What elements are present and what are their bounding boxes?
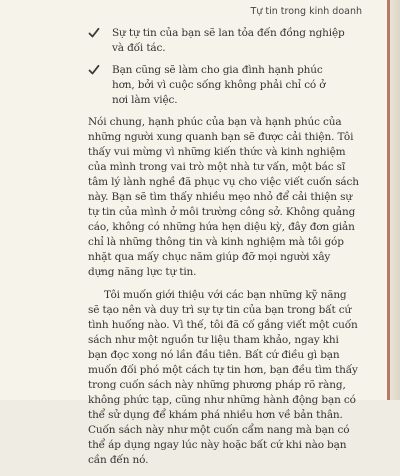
check-icon	[88, 64, 100, 76]
text-line: thấy vui mừng vì những kiến thức và kinh nghiệm	[88, 146, 346, 158]
text-line: thể áp dụng ngay lúc này hoặc bất cứ khi nào bạn	[88, 439, 347, 451]
page-body	[88, 26, 376, 476]
text-line: cần đến nó.	[88, 454, 149, 466]
text-line: muốn đối phó một cách tự tin hơn, bạn đều tìm thấy	[88, 364, 358, 376]
text-line: không phức tạp, cũng như những hành động bạn có	[88, 394, 356, 406]
bullet-list	[88, 26, 376, 108]
bullet-item	[88, 63, 376, 108]
text-line: tâm lý lành nghề đã phục vụ cho việc viết cuốn sách	[88, 176, 359, 188]
text-line: sách như một nguồn tư liệu tham khảo, ngay khi	[88, 334, 339, 346]
bullet-line: Sự tự tin của bạn sẽ lan tỏa đến đồng nghiệp	[112, 27, 345, 39]
text-line: những người xung quanh bạn sẽ được cải thiện. Tôi	[88, 131, 354, 143]
text-line: này. Bạn sẽ tìm thấy nhiều mẹo nhỏ để cải thiện sự	[88, 191, 352, 203]
text-line: Tôi muốn giới thiệu với các bạn những kỹ năng	[104, 289, 347, 301]
bullet-line: và đối tác.	[112, 42, 166, 54]
bullet-line: nơi làm việc.	[112, 94, 178, 106]
text-line: Cuốn sách này như một cuốn cẩm nang mà bạn có	[88, 424, 350, 436]
text-line: dựng năng lực tự tin.	[88, 266, 197, 278]
text-line: Nói chung, hạnh phúc của bạn và hạnh phúc của	[88, 116, 342, 128]
text-line: nhặt qua mấy chục năm giúp đỡ mọi người xây	[88, 251, 331, 263]
bullet-line: Bạn cũng sẽ làm cho gia đình hạnh phúc	[112, 64, 323, 76]
page-edge-line	[387, 0, 390, 400]
check-icon	[88, 27, 100, 39]
text-line: trong cuốn sách này những phương pháp rõ ràng,	[88, 379, 346, 391]
page-edge-shade	[390, 0, 400, 400]
text-line: tình huống nào. Vì thế, tôi đã cố gắng viết một cuốn	[88, 319, 358, 331]
text-line: của mình trong vai trò một nhà tư vấn, một bác sĩ	[88, 161, 346, 173]
text-line: thể sử dụng để khám phá nhiều hơn về bản thân.	[88, 409, 343, 421]
bullet-line: hơn, bởi vì cuộc sống không phải chỉ có ở	[112, 79, 326, 91]
running-header: Tự tin trong kinh doanh	[250, 6, 362, 17]
text-line: bạn đọc xong nó lần đầu tiên. Bất cứ điều gì bạn	[88, 349, 340, 361]
bullet-item	[88, 26, 376, 56]
text-line: cáo, không có những hứa hẹn diệu kỳ, đây đơn giản	[88, 221, 355, 233]
paragraph	[88, 115, 376, 280]
text-line: tự tin của mình ở môi trường công sở. Không quảng	[88, 206, 356, 218]
text-line: chỉ là những thông tin và kinh nghiệm mà tôi góp	[88, 236, 344, 248]
text-line: sẽ tạo nên và duy trì sự tự tin của bạn trong bất cứ	[88, 304, 352, 316]
paragraph	[88, 288, 376, 468]
